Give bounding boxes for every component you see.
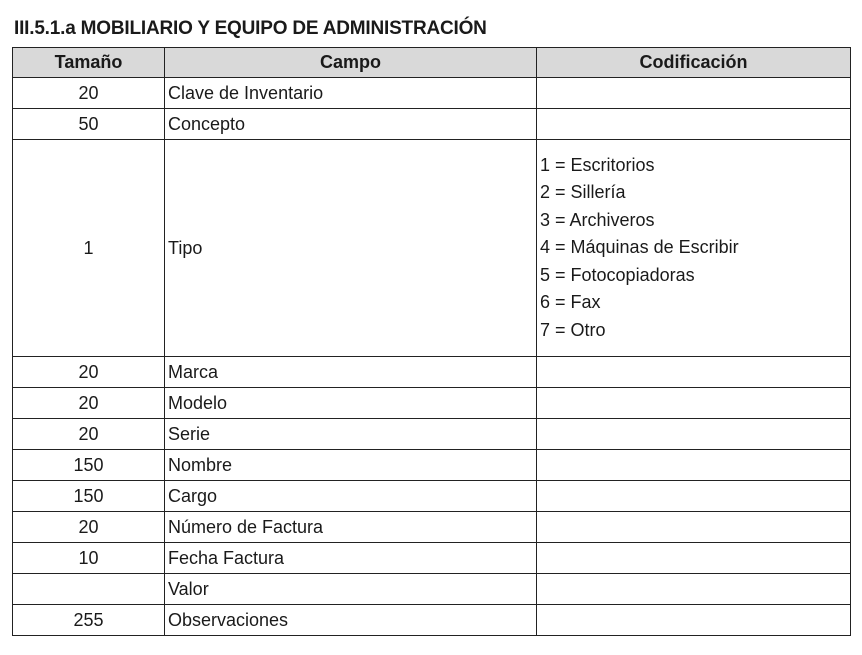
- field-cell: Tipo: [165, 140, 537, 357]
- field-cell: Valor: [165, 574, 537, 605]
- size-cell: 20: [13, 78, 165, 109]
- coding-option: 4 = Máquinas de Escribir: [540, 237, 739, 258]
- field-cell: Número de Factura: [165, 512, 537, 543]
- table-body: [13, 78, 851, 636]
- size-cell: 20: [13, 388, 165, 419]
- coding-cell: [537, 574, 851, 605]
- size-cell: [13, 574, 165, 605]
- column-header-size: Tamaño: [13, 48, 165, 78]
- field-cell: Concepto: [165, 109, 537, 140]
- coding-cell: [537, 109, 851, 140]
- field-cell: Fecha Factura: [165, 543, 537, 574]
- table-row: [13, 543, 851, 574]
- column-header-coding: Codificación: [537, 48, 851, 78]
- size-cell: 10: [13, 543, 165, 574]
- size-cell: 50: [13, 109, 165, 140]
- coding-cell: [537, 78, 851, 109]
- size-cell: 20: [13, 419, 165, 450]
- coding-option: 2 = Sillería: [540, 182, 626, 203]
- column-header-field: Campo: [165, 48, 537, 78]
- field-cell: Cargo: [165, 481, 537, 512]
- field-spec-table: [12, 47, 851, 636]
- table-row: [13, 481, 851, 512]
- size-cell: 255: [13, 605, 165, 636]
- table-row: [13, 357, 851, 388]
- table-row: [13, 605, 851, 636]
- coding-cell: [537, 481, 851, 512]
- coding-cell: [537, 543, 851, 574]
- coding-option: 6 = Fax: [540, 292, 601, 313]
- table-header-row: [13, 48, 851, 78]
- size-cell: 150: [13, 481, 165, 512]
- coding-cell: [537, 512, 851, 543]
- field-cell: Serie: [165, 419, 537, 450]
- size-cell: 1: [13, 140, 165, 357]
- table-row: [13, 78, 851, 109]
- table-row: [13, 512, 851, 543]
- size-cell: 150: [13, 450, 165, 481]
- table-row: [13, 388, 851, 419]
- field-cell: Clave de Inventario: [165, 78, 537, 109]
- coding-cell: [537, 419, 851, 450]
- table-row: [13, 450, 851, 481]
- size-cell: 20: [13, 512, 165, 543]
- coding-cell: [537, 140, 851, 357]
- size-cell: 20: [13, 357, 165, 388]
- coding-option: 5 = Fotocopiadoras: [540, 264, 695, 285]
- field-cell: Observaciones: [165, 605, 537, 636]
- coding-cell: [537, 357, 851, 388]
- coding-cell: [537, 450, 851, 481]
- table-row: [13, 419, 851, 450]
- coding-option: 1 = Escritorios: [540, 154, 655, 175]
- document-title: III.5.1.a MOBILIARIO Y EQUIPO DE ADMINISTRACIÓN: [14, 18, 487, 39]
- table-row: [13, 109, 851, 140]
- field-cell: Modelo: [165, 388, 537, 419]
- coding-cell: [537, 605, 851, 636]
- coding-option: 3 = Archiveros: [540, 209, 655, 230]
- field-cell: Nombre: [165, 450, 537, 481]
- coding-cell: [537, 388, 851, 419]
- table-row: [13, 140, 851, 357]
- field-cell: Marca: [165, 357, 537, 388]
- table-row: [13, 574, 851, 605]
- coding-option: 7 = Otro: [540, 319, 606, 340]
